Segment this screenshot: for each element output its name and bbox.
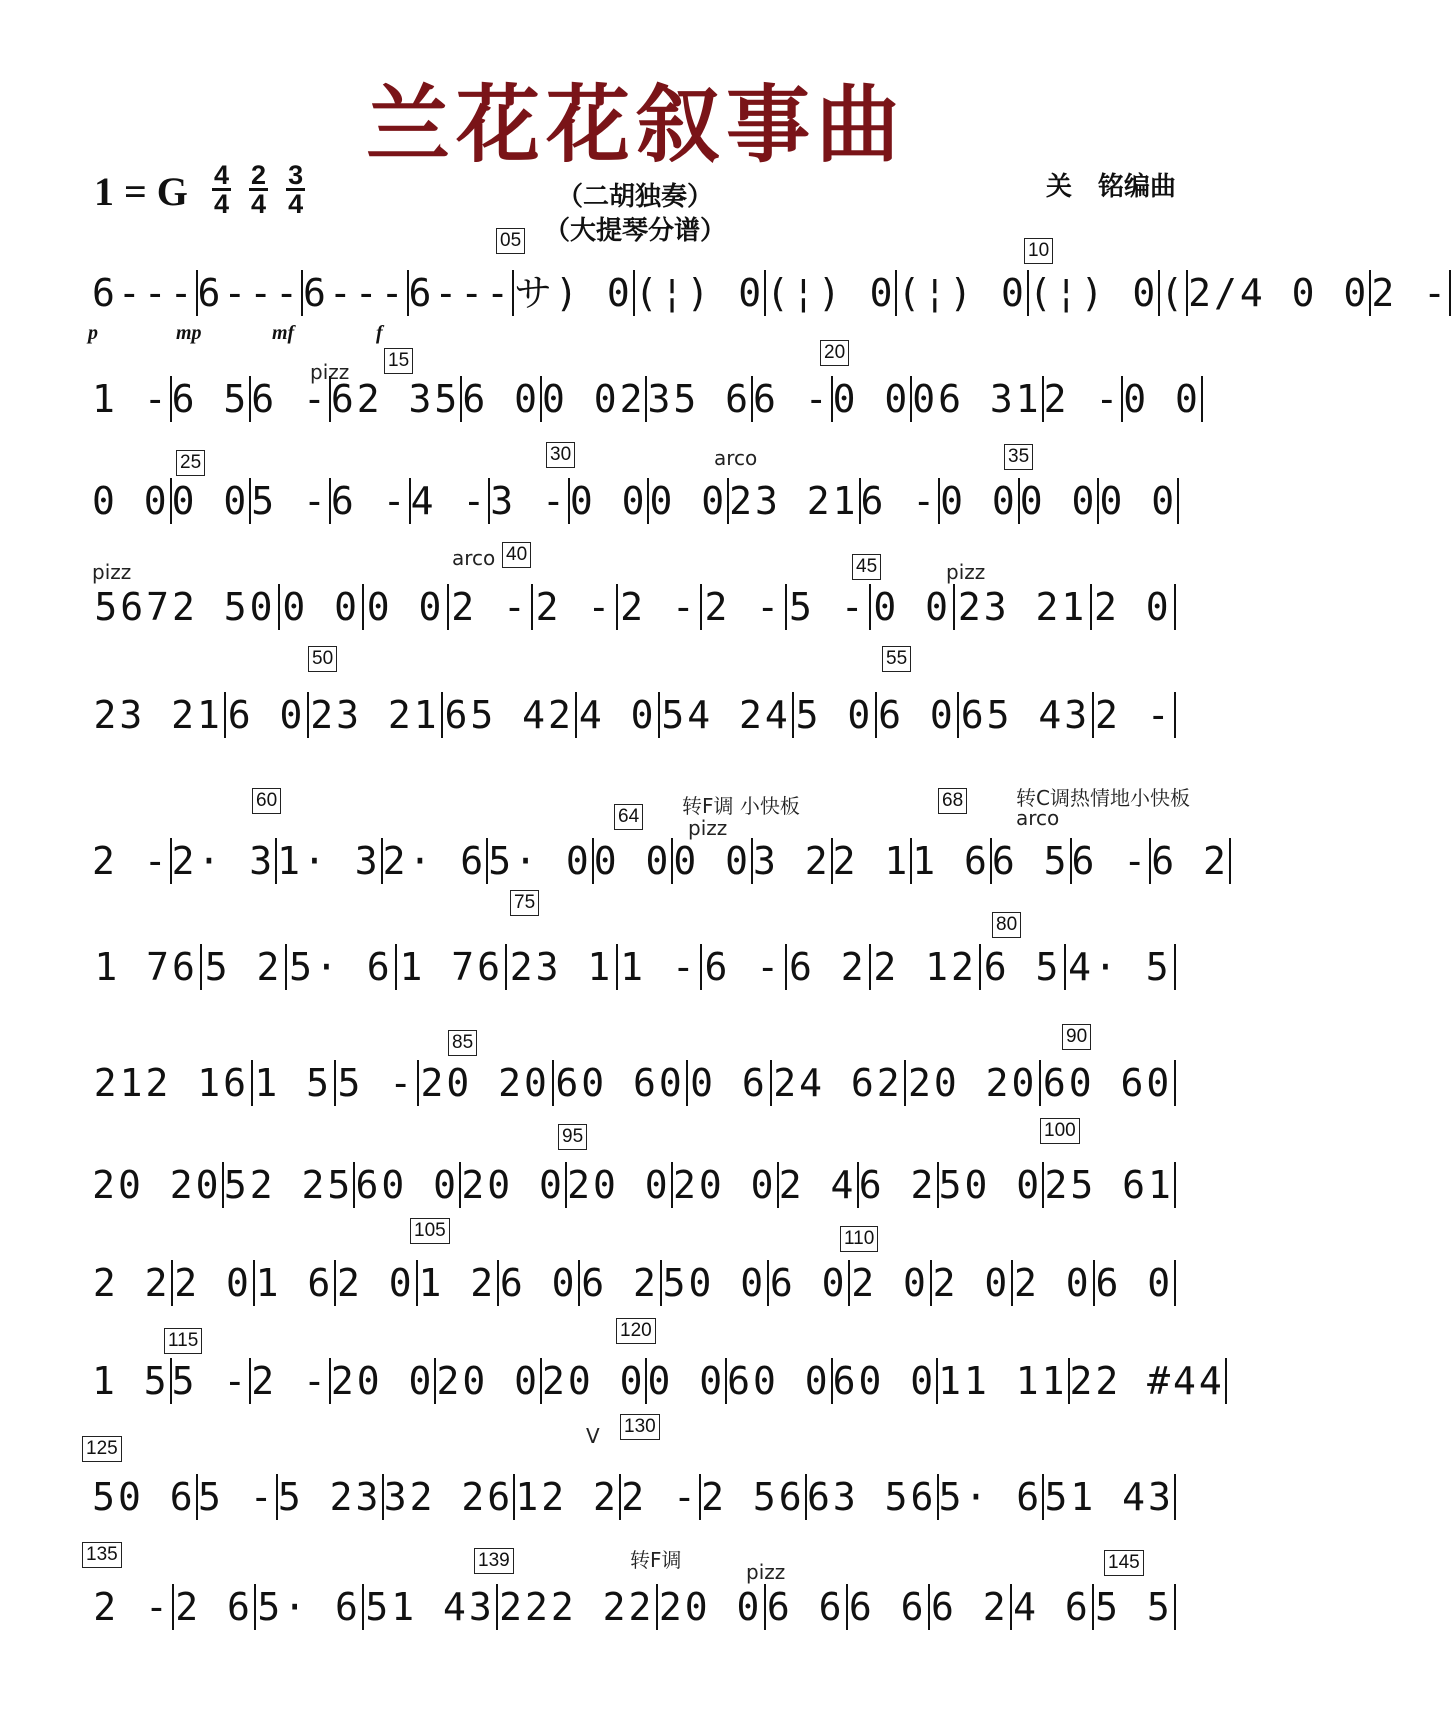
measure-number: 139: [474, 1548, 514, 1574]
pizz-marking: pizz: [310, 360, 350, 384]
measure: 6 0: [1093, 1260, 1174, 1306]
measure: 2 56: [699, 1474, 805, 1520]
key-change-note: 转F调 小快板: [682, 794, 800, 818]
measure: 6 0: [462, 377, 540, 421]
measure-number: 85: [448, 1030, 477, 1056]
measure-number: 40: [502, 542, 531, 568]
score-line: [92, 944, 1176, 990]
measure: 6 0: [497, 1260, 578, 1306]
measure: 5 23: [276, 1474, 382, 1520]
measure: 60 0: [353, 1162, 459, 1208]
measure: 5· 6: [254, 1584, 362, 1630]
measure: 6 -: [700, 944, 784, 990]
score-line: [92, 1162, 1176, 1208]
measure-number: 25: [176, 450, 205, 476]
measure: 6 0: [875, 692, 958, 738]
measure: 5 5: [1092, 1584, 1174, 1630]
pizz-marking: pizz: [746, 1560, 786, 1584]
measure: 0 0: [1019, 479, 1098, 523]
measure: 6 5: [979, 944, 1063, 990]
measure: 0 0: [647, 1359, 726, 1403]
measure: 4 0: [575, 692, 658, 738]
measure: (¦) 0: [634, 271, 765, 315]
measure: 2 -: [93, 1585, 171, 1629]
measure: 60 0: [727, 1359, 831, 1403]
breath-mark: V: [586, 1424, 600, 1448]
measure: 3 -: [490, 479, 568, 523]
measure: 6---: [408, 271, 513, 315]
measure: 6 6: [846, 1584, 928, 1630]
measure: 0 02: [541, 377, 646, 421]
barline: [1174, 944, 1176, 990]
measure: 2 2: [92, 1261, 171, 1305]
subtitle-instrument: （二胡独奏）: [556, 182, 713, 212]
measure: 6 2: [1151, 839, 1229, 883]
measure: 2 12: [869, 944, 979, 990]
measure: 65 43: [957, 692, 1091, 738]
barline: [1174, 1060, 1176, 1106]
measure: 1 76: [395, 944, 505, 990]
measure: 5 -: [251, 479, 329, 523]
measure: 5 -: [171, 1359, 250, 1403]
time-signature: $\frac{2}{4}$: [251, 160, 267, 219]
measure: 06 31: [912, 377, 1042, 421]
measure: 1 -: [92, 377, 170, 421]
score-line: [92, 1358, 1225, 1404]
score-line: [92, 1260, 1176, 1306]
measure: 2 -: [1371, 271, 1449, 315]
barline: [1229, 838, 1231, 884]
measure: 6---: [92, 271, 196, 315]
measure: 2 -: [616, 584, 700, 630]
measure: 23 21: [93, 693, 223, 737]
measure: 5 0: [792, 692, 875, 738]
measure: 20 20: [904, 1060, 1039, 1106]
key-change-note: 转C调热情地小快板: [1016, 786, 1190, 810]
measure: 0 0: [278, 584, 362, 630]
measure: 0 6: [686, 1060, 769, 1106]
measure: 50 0: [937, 1162, 1043, 1208]
measure-number: 105: [410, 1218, 450, 1244]
measure-number: 115: [164, 1328, 202, 1354]
barline: [1174, 1162, 1176, 1208]
measure-number: 64: [614, 804, 643, 830]
arco-marking: arco: [452, 546, 496, 570]
measure: 4· 5: [1064, 944, 1174, 990]
page-title: 兰花花叙事曲: [365, 76, 906, 174]
measure: 24 62: [770, 1060, 905, 1106]
barline: [1201, 376, 1203, 422]
measure: 6 -: [752, 377, 831, 421]
measure: 1· 3: [277, 839, 381, 883]
measure-number: 90: [1062, 1024, 1091, 1050]
measure-number: 75: [510, 890, 539, 916]
measure: 65 42: [441, 692, 575, 738]
measure: 222 22: [496, 1584, 656, 1630]
measure: 2 0: [171, 1260, 252, 1306]
measure: 2 4: [777, 1162, 857, 1208]
measure: 1 5: [92, 1359, 170, 1403]
measure: 2 -: [619, 1474, 699, 1520]
measure: 6 0: [767, 1260, 848, 1306]
pizz-marking: pizz: [946, 560, 986, 584]
measure-number: 130: [620, 1414, 660, 1440]
measure: 22 #44: [1069, 1359, 1225, 1403]
score-line: [92, 376, 1201, 422]
measure: 2 -: [92, 839, 170, 883]
measure: 5· 6: [937, 1474, 1043, 1520]
score-line: [92, 1060, 1176, 1106]
measure: 20 20: [417, 1060, 552, 1106]
measure: 20 0: [459, 1162, 565, 1208]
measure: 0 0: [673, 839, 751, 883]
measure: 0 0: [593, 839, 672, 883]
measure: 5· 6: [285, 944, 395, 990]
measure-number: 20: [820, 340, 849, 366]
measure-number: 95: [558, 1124, 587, 1150]
arco-marking: arco: [714, 446, 758, 470]
measure: 2 0: [848, 1260, 929, 1306]
measure: 6 -: [330, 479, 409, 523]
measure: 1 6: [912, 839, 990, 883]
measure: 5 -: [785, 584, 869, 630]
measure: 35 6: [647, 377, 751, 421]
measure-number: 135: [82, 1542, 122, 1568]
measure: 60 0: [832, 1359, 937, 1403]
barline: [1174, 1474, 1176, 1520]
measure: 23 21: [729, 479, 859, 523]
measure: 23 21: [953, 584, 1089, 630]
barline: [1174, 584, 1176, 630]
measure: 4 -: [410, 479, 489, 523]
barline: [1174, 692, 1176, 738]
measure: 212 16: [93, 1061, 249, 1105]
measure: 1 2: [416, 1260, 497, 1306]
measure: 51 43: [362, 1584, 496, 1630]
measure: 2 -: [531, 584, 615, 630]
dynamic-marking: mp: [176, 322, 202, 344]
measure: 2 0: [930, 1260, 1011, 1306]
measure: 2/4 0 0: [1188, 271, 1370, 315]
pizz-marking: pizz: [688, 816, 728, 840]
measure: 2 0: [334, 1260, 415, 1306]
measure: 6 -: [860, 479, 939, 523]
measure: 0 0: [649, 479, 728, 523]
measure: 5 -: [334, 1060, 417, 1106]
measure: 6 6: [764, 1584, 846, 1630]
measure: 1 -: [616, 944, 700, 990]
measure: 20 0: [436, 1359, 540, 1403]
score-line: [92, 584, 1176, 630]
measure: 63 56: [805, 1474, 937, 1520]
measure: (¦) 0: [897, 271, 1027, 315]
score-line: [92, 838, 1229, 884]
time-signature: $\frac{4}{4}$: [214, 160, 230, 219]
measure: 1 5: [251, 1060, 334, 1106]
measure-number: 15: [384, 348, 413, 374]
measure: 20 0: [565, 1162, 671, 1208]
measure: 2 -: [1092, 692, 1175, 738]
score-line: [92, 692, 1176, 738]
measure: 54 24: [658, 692, 792, 738]
measure: (¦) 0: [1028, 271, 1159, 315]
composer-credit: 关 铭编曲: [1046, 172, 1177, 202]
measure: 2 -: [700, 584, 784, 630]
measure: 0 0: [1123, 377, 1201, 421]
measure: 20 0: [330, 1359, 435, 1403]
measure: 5 2: [200, 944, 284, 990]
measure: 2 -: [251, 1359, 329, 1403]
subtitle-part: （大提琴分谱）: [543, 216, 726, 246]
arco-marking: arco: [1016, 806, 1060, 830]
score-line: [92, 1474, 1176, 1520]
measure: 2 0: [1011, 1260, 1092, 1306]
measure: (¦) 0: [766, 271, 896, 315]
measure: 6 0: [224, 692, 307, 738]
barline: [1225, 1358, 1227, 1404]
barline: [1177, 478, 1179, 524]
measure: 0 0: [869, 584, 953, 630]
measure: 0 0: [171, 479, 250, 523]
measure-number: 110: [840, 1226, 878, 1252]
measure-number: 55: [882, 646, 911, 672]
measure: 23 21: [307, 692, 441, 738]
measure-number: 68: [938, 788, 967, 814]
measure-number: 05: [496, 228, 525, 254]
measure: 6---: [303, 271, 407, 315]
measure-number: 120: [616, 1318, 656, 1344]
measure: 6 2: [857, 1162, 937, 1208]
dynamic-marking: mf: [272, 322, 295, 344]
measure: 0 0: [940, 479, 1018, 523]
measure-number: 80: [992, 912, 1021, 938]
measure: 1 76: [94, 945, 198, 989]
time-signatures: [212, 162, 305, 217]
measure: 3 2: [752, 839, 831, 883]
measure: 20 0: [656, 1584, 764, 1630]
measure: 20 0: [541, 1359, 646, 1403]
measure: 6 5: [991, 839, 1070, 883]
measure: 23 1: [505, 944, 615, 990]
measure: 20 0: [671, 1162, 777, 1208]
measure: 2 -: [447, 584, 531, 630]
measure-number: 60: [252, 788, 281, 814]
measure-number: 100: [1040, 1118, 1080, 1144]
measure-number: 30: [546, 442, 575, 468]
measure: 4 6: [1010, 1584, 1092, 1630]
key-change-note: 转F调: [630, 1548, 682, 1572]
measure: 11 11: [938, 1359, 1068, 1403]
measure: 20 20: [92, 1163, 222, 1207]
measure: 2· 6: [382, 839, 487, 883]
measure: 2 0: [1090, 584, 1174, 630]
dynamic-marking: f: [376, 322, 383, 344]
barline: [1174, 1584, 1176, 1630]
measure: 62 35: [330, 377, 461, 421]
measure-number: 45: [852, 554, 881, 580]
measure-number: 50: [308, 646, 337, 672]
measure: 50 0: [660, 1260, 767, 1306]
measure: 2 1: [832, 839, 911, 883]
measure: 51 43: [1042, 1474, 1174, 1520]
measure: 6 5: [171, 377, 250, 421]
measure: 6 2: [785, 944, 869, 990]
measure-number: 35: [1004, 444, 1033, 470]
measure: 6---: [197, 271, 302, 315]
measure: 2· 3: [171, 839, 276, 883]
dynamic-marking: p: [88, 322, 98, 344]
pizz-marking: pizz: [92, 560, 132, 584]
barline: [1174, 1260, 1176, 1306]
measure: 0 0: [832, 377, 911, 421]
measure: 6 2: [928, 1584, 1010, 1630]
measure: 0 0: [362, 584, 446, 630]
measure: 2 -: [1043, 377, 1122, 421]
measure: 5672 50: [94, 585, 276, 629]
measure: 32 26: [382, 1474, 514, 1520]
score-line: [92, 1584, 1176, 1630]
time-signature: $\frac{3}{4}$: [288, 160, 304, 219]
measure-number: 145: [1104, 1550, 1144, 1576]
measure: 6 -: [251, 377, 329, 421]
measure-number: 10: [1024, 238, 1053, 264]
measure-number: 125: [82, 1436, 122, 1462]
measure: 0 0: [569, 479, 648, 523]
measure: 25 61: [1042, 1162, 1174, 1208]
measure: 0 0: [1099, 479, 1178, 523]
measure: 50 6: [92, 1475, 196, 1519]
measure: 6 2: [578, 1260, 659, 1306]
score-line: [92, 270, 1449, 316]
measure: 60 60: [1039, 1060, 1174, 1106]
measure: サ) 0: [514, 271, 633, 315]
score-line: [92, 478, 1176, 524]
measure: 60 60: [552, 1060, 687, 1106]
measure: 52 25: [222, 1162, 354, 1208]
measure: 0 0: [92, 479, 170, 523]
measure: (: [1160, 271, 1187, 315]
measure: 1 6: [253, 1260, 334, 1306]
key-signature: 1 = G: [94, 169, 188, 214]
measure: 5· 0: [488, 839, 592, 883]
measure: 6 -: [1071, 839, 1150, 883]
measure: 5 -: [196, 1474, 276, 1520]
measure: 2 6: [172, 1584, 254, 1630]
measure: 12 2: [513, 1474, 619, 1520]
